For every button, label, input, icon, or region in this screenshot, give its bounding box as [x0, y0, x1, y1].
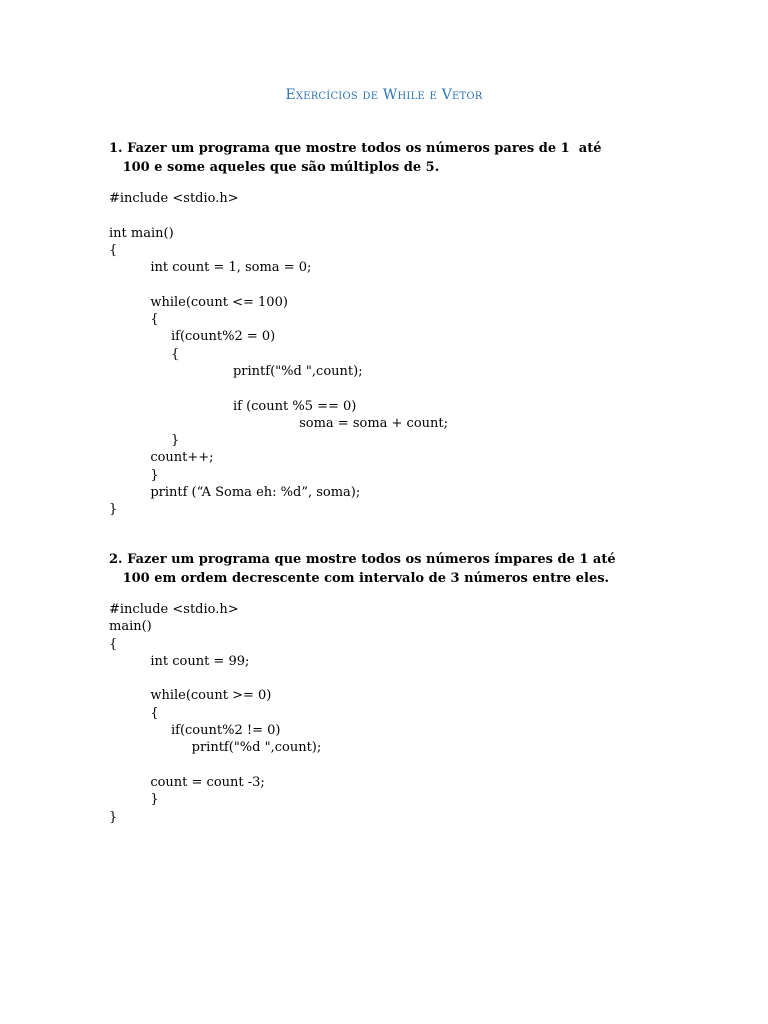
exercise-2-code: #include <stdio.h> main() { int count = 99; while(count >= 0) { if(count%2 != 0) printf("%d ",count); count = count -3; } } [109, 602, 322, 825]
exercise-1-heading: 1. Fazer um programa que mostre todos os números pares de 1 até 100 e some aqueles que são múltiplos de 5. [109, 141, 602, 175]
exercise-1-code: #include <stdio.h> int main() { int count = 1, soma = 0; while(count <= 100) { if(count%2 = 0) { printf("%d ",count); if (count %5 == 0) soma = soma + count; } count++; } printf (“A Soma eh: %d”, soma); } [109, 191, 449, 518]
exercise-2-heading: 2. Fazer um programa que mostre todos os números ímpares de 1 até 100 em ordem decrescente com intervalo de 3 números entre eles. [109, 552, 616, 586]
document-title: Exercícios de While e Vetor [285, 87, 483, 103]
